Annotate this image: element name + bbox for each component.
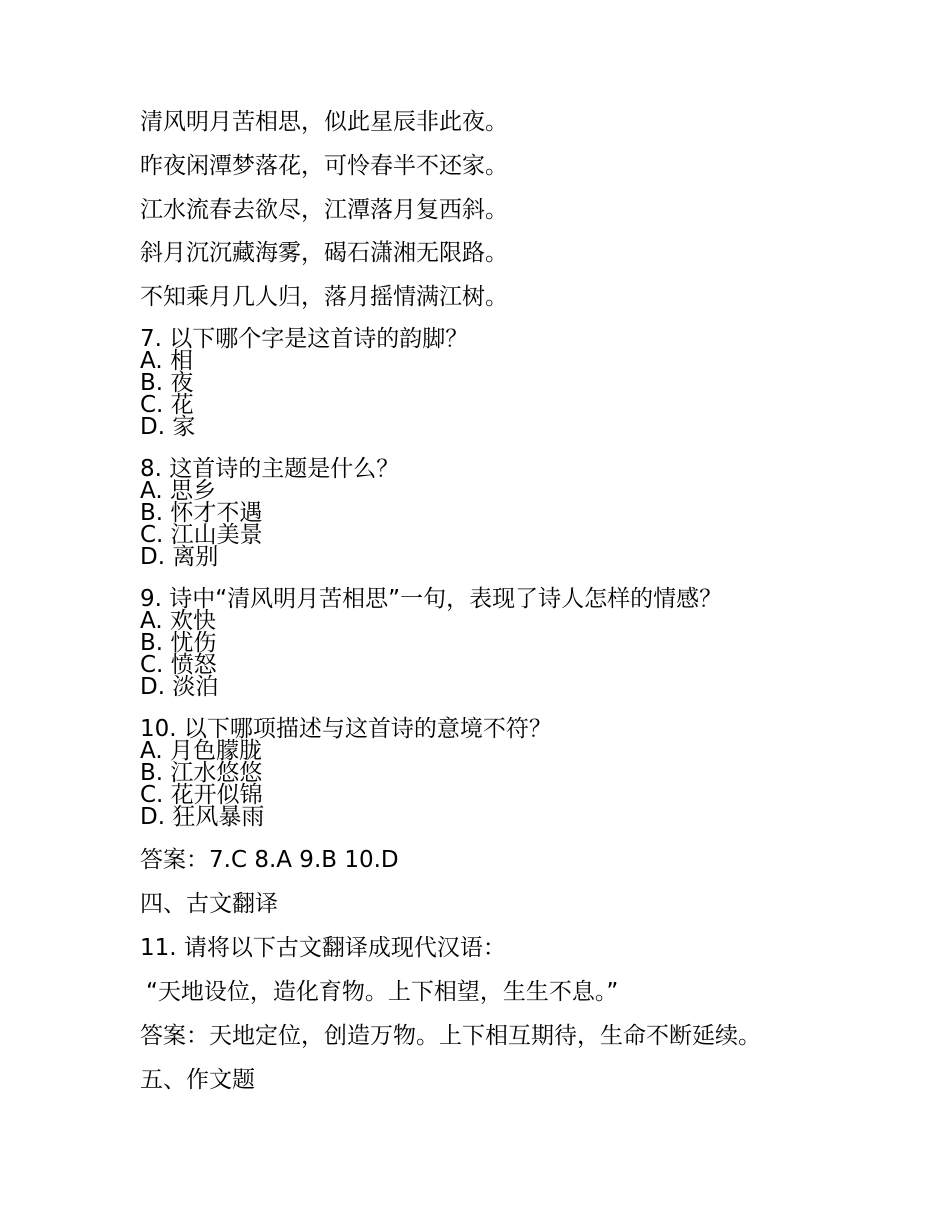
option-d: D. 离别 (140, 544, 219, 570)
option-d: D. 淡泊 (140, 674, 219, 700)
option-a: A. 月色朦胧 (140, 738, 262, 764)
question-7 (140, 328, 468, 438)
section-heading-5: 五、作文题 (140, 1067, 255, 1093)
question-11: 11. 请将以下古文翻译成现代汉语： (140, 935, 506, 961)
option-a: A. 相 (140, 348, 193, 374)
option-c: C. 花 (140, 392, 194, 418)
question-10 (140, 718, 552, 828)
option-b: B. 忧伤 (140, 630, 217, 656)
option-a: A. 欢快 (140, 608, 216, 634)
option-c: C. 愤怒 (140, 652, 217, 678)
option-c: C. 花开似锦 (140, 782, 263, 808)
option-d: D. 狂风暴雨 (140, 804, 265, 830)
option-a: A. 思乡 (140, 478, 216, 504)
question-9 (140, 588, 722, 698)
option-b: B. 怀才不遇 (140, 500, 263, 526)
question-8 (140, 458, 399, 568)
answer-translation: 答案：天地定位，创造万物。上下相互期待，生命不断延续。 (140, 1023, 761, 1049)
question-title: 9. 诗中“清风明月苦相思”一句，表现了诗人怎样的情感？ (140, 586, 723, 612)
question-title: 10. 以下哪项描述与这首诗的意境不符？ (140, 716, 552, 742)
poem-line-1: 清风明月苦相思，似此星辰非此夜。 (140, 109, 508, 135)
option-b: B. 夜 (140, 370, 194, 396)
poem-line-3: 江水流春去欲尽，江潭落月复西斜。 (140, 197, 508, 223)
section-heading-4: 四、古文翻译 (140, 891, 278, 917)
poem-line-4: 斜月沉沉藏海雾，碣石潇湘无限路。 (140, 240, 508, 266)
poem-line-2: 昨夜闲潭梦落花，可怜春半不还家。 (140, 153, 508, 179)
classical-quote: “天地设位，造化育物。上下相望，生生不息。” (146, 979, 619, 1005)
question-title: 7. 以下哪个字是这首诗的韵脚？ (140, 326, 469, 352)
answer-key-7-10: 答案：7.C 8.A 9.B 10.D (140, 847, 399, 873)
option-c: C. 江山美景 (140, 522, 263, 548)
option-d: D. 家 (140, 414, 196, 440)
poem-line-5: 不知乘月几人归，落月摇情满江树。 (140, 284, 508, 310)
option-b: B. 江水悠悠 (140, 760, 263, 786)
question-title: 8. 这首诗的主题是什么？ (140, 456, 400, 482)
